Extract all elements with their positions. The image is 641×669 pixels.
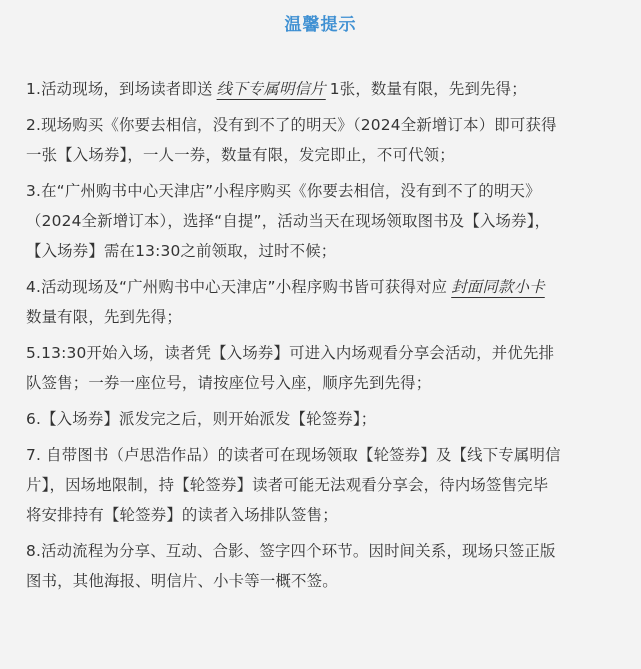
notice-line: （2024全新增订本），选择“自提”，活动当天在现场领取图书及【入场券】， bbox=[26, 212, 551, 230]
notice-line: 数量有限，先到先得； bbox=[26, 308, 182, 326]
notice-line: 1.活动现场，到场读者即送 线下专属明信片 1张，数量有限，先到先得； bbox=[26, 80, 527, 98]
notice-line: 2.现场购买《你要去相信，没有到不了的明天》（2024全新增订本）即可获得 bbox=[26, 116, 557, 134]
notice-item-4 bbox=[26, 272, 631, 332]
notice-item-2 bbox=[26, 110, 631, 170]
highlight-card: 封面同款小卡 bbox=[451, 278, 545, 296]
notice-line: 片】，因场地限制，持【轮签券】读者可能无法观看分享会，待内场签售完毕 bbox=[26, 476, 549, 494]
highlight-postcard: 线下专属明信片 bbox=[216, 80, 326, 98]
notice-item-7 bbox=[26, 440, 631, 530]
notice-item-5 bbox=[26, 338, 631, 398]
notice-line: 【入场券】需在13:30之前领取，过时不候； bbox=[26, 242, 337, 260]
notice-item-6 bbox=[26, 404, 631, 434]
notice-line: 5.13:30开始入场，读者凭【入场券】可进入内场观看分享会活动，并优先排 bbox=[26, 344, 555, 362]
notice-line: 7. 自带图书（卢思浩作品）的读者可在现场领取【轮签券】及【线下专属明信 bbox=[26, 446, 561, 464]
notice-line: 6.【入场券】派发完之后，则开始派发【轮签券】； bbox=[26, 410, 377, 428]
notice-line: 3.在“广州购书中心天津店”小程序购买《你要去相信，没有到不了的明天》 bbox=[26, 182, 541, 200]
notice-item-8 bbox=[26, 536, 631, 596]
notice-line: 队签售；一券一座位号，请按座位号入座，顺序先到先得； bbox=[26, 374, 432, 392]
notice-line: 将安排持有【轮签券】的读者入场排队签售； bbox=[26, 506, 338, 524]
notice-line: 图书，其他海报、明信片、小卡等一概不签。 bbox=[26, 572, 338, 590]
notice-line: 一张【入场券】，一人一券，数量有限，发完即止，不可代领； bbox=[26, 146, 455, 164]
notice-item-3 bbox=[26, 176, 631, 266]
notice-item-1 bbox=[26, 74, 631, 104]
notice-list bbox=[26, 74, 631, 596]
page-title: 温馨提示 bbox=[284, 15, 357, 35]
notice-line: 4.活动现场及“广州购书中心天津店”小程序购书皆可获得对应 封面同款小卡 bbox=[26, 272, 631, 302]
notice-line: 8.活动流程为分享、互动、合影、签字四个环节。因时间关系，现场只签正版 bbox=[26, 542, 556, 560]
